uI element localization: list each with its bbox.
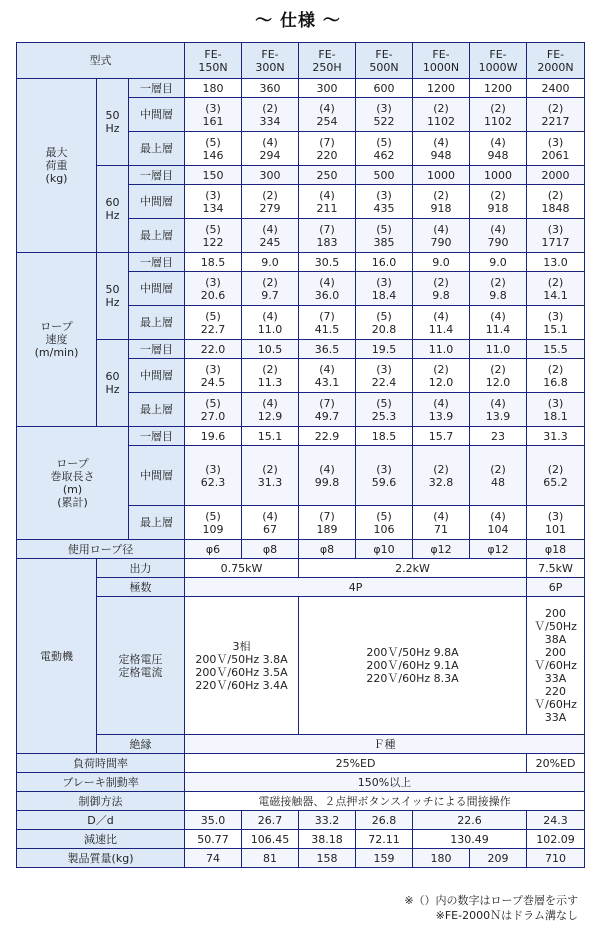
table-cell: (3) 59.6 xyxy=(356,446,413,506)
reduction-label: 減速比 xyxy=(17,830,185,849)
table-cell: 9.0 xyxy=(470,253,527,272)
rope-speed-label: ロープ 速度 (m/min) xyxy=(17,253,97,427)
table-cell: 11.0 xyxy=(413,340,470,359)
table-cell: (7) 41.5 xyxy=(299,306,356,340)
table-cell: 19.5 xyxy=(356,340,413,359)
table-cell: 2.2kW xyxy=(299,559,527,578)
model-fe2000n: FE- 2000N xyxy=(527,43,585,79)
floor-label: 一層目 xyxy=(129,253,185,272)
table-cell: (4) 71 xyxy=(413,506,470,540)
motor-label: 電動機 xyxy=(17,559,97,754)
table-cell: 7.5kW xyxy=(527,559,585,578)
table-cell: 74 xyxy=(185,849,242,868)
table-cell: 38.18 xyxy=(299,830,356,849)
table-cell: (2) 1102 xyxy=(470,98,527,132)
floor-label: 最上層 xyxy=(129,219,185,253)
table-cell: (3) 101 xyxy=(527,506,585,540)
footnote: ※FE-2000Ｎはドラム溝なし xyxy=(435,909,578,922)
table-cell: (2) 1848 xyxy=(527,185,585,219)
table-cell: (4) 245 xyxy=(242,219,299,253)
table-row xyxy=(17,735,585,754)
rope-diameter-label: 使用ロープ径 xyxy=(17,540,185,559)
table-cell: 200Ｖ/50Hz 9.8A 200Ｖ/60Hz 9.1A 220Ｖ/60Hz 8.3A xyxy=(299,597,527,735)
brake-label: ブレーキ制動率 xyxy=(17,773,185,792)
table-cell: (5) 146 xyxy=(185,132,242,166)
rated-voltage-current-label: 定格電圧 定格電流 xyxy=(97,597,185,735)
table-cell: (4) 211 xyxy=(299,185,356,219)
model-fe250h: FE- 250H xyxy=(299,43,356,79)
table-cell: (4) 13.9 xyxy=(470,393,527,427)
table-cell: (2) 31.3 xyxy=(242,446,299,506)
floor-label: 最上層 xyxy=(129,132,185,166)
table-row xyxy=(17,754,585,773)
table-cell: 3相 200Ｖ/50Hz 3.8A 200Ｖ/60Hz 3.5A 220Ｖ/60Hz 3.4A xyxy=(185,597,299,735)
table-row xyxy=(17,830,585,849)
table-cell: 電磁接触器、２点押ボタンスイッチによる間接操作 xyxy=(185,792,585,811)
table-cell: 9.0 xyxy=(242,253,299,272)
table-cell: 1200 xyxy=(413,79,470,98)
floor-label: 中間層 xyxy=(129,98,185,132)
table-cell: (2) 918 xyxy=(470,185,527,219)
table-cell: (2) 16.8 xyxy=(527,359,585,393)
table-cell: 36.5 xyxy=(299,340,356,359)
table-cell: 22.9 xyxy=(299,427,356,446)
table-cell: 1000 xyxy=(413,166,470,185)
table-cell: 130.49 xyxy=(413,830,527,849)
table-cell: 15.1 xyxy=(242,427,299,446)
table-cell: Ｆ種 xyxy=(185,735,585,754)
table-cell: 23 xyxy=(470,427,527,446)
table-row xyxy=(17,597,585,735)
table-cell: (3) 2061 xyxy=(527,132,585,166)
table-cell: (4) 13.9 xyxy=(413,393,470,427)
table-cell: 1200 xyxy=(470,79,527,98)
hz-label: 50 Hz xyxy=(97,79,129,166)
table-cell: φ18 xyxy=(527,540,585,559)
table-row xyxy=(17,166,585,185)
table-cell: (4) 99.8 xyxy=(299,446,356,506)
duty-label: 負荷時間率 xyxy=(17,754,185,773)
floor-label: 一層目 xyxy=(129,79,185,98)
table-cell: (2) 918 xyxy=(413,185,470,219)
floor-label: 一層目 xyxy=(129,427,185,446)
table-cell: (4) 11.0 xyxy=(242,306,299,340)
page-title: ～ 仕様 ～ xyxy=(255,11,341,31)
table-cell: (4) 67 xyxy=(242,506,299,540)
table-cell: 158 xyxy=(299,849,356,868)
table-cell: 25%ED xyxy=(185,754,527,773)
table-cell: 81 xyxy=(242,849,299,868)
table-cell: 102.09 xyxy=(527,830,585,849)
table-cell: 18.5 xyxy=(356,427,413,446)
table-cell: 4P xyxy=(185,578,527,597)
table-cell: (3) 22.4 xyxy=(356,359,413,393)
table-cell: 600 xyxy=(356,79,413,98)
table-cell: φ8 xyxy=(299,540,356,559)
floor-label: 中間層 xyxy=(129,272,185,306)
table-cell: 22.0 xyxy=(185,340,242,359)
table-cell: φ12 xyxy=(413,540,470,559)
mass-label: 製品質量(kg) xyxy=(17,849,185,868)
table-cell: 24.3 xyxy=(527,811,585,830)
table-cell: 72.11 xyxy=(356,830,413,849)
table-row xyxy=(17,253,585,272)
header-row xyxy=(17,43,585,79)
model-fe1000w: FE- 1000W xyxy=(470,43,527,79)
table-cell: 500 xyxy=(356,166,413,185)
poles-label: 極数 xyxy=(97,578,185,597)
table-cell: (2) 11.3 xyxy=(242,359,299,393)
table-cell: 2400 xyxy=(527,79,585,98)
table-cell: (4) 790 xyxy=(413,219,470,253)
table-cell: 250 xyxy=(299,166,356,185)
table-cell: (4) 790 xyxy=(470,219,527,253)
table-cell: (2) 9.8 xyxy=(470,272,527,306)
table-cell: 180 xyxy=(413,849,470,868)
table-cell: (4) 948 xyxy=(470,132,527,166)
table-cell: 15.7 xyxy=(413,427,470,446)
table-cell: 26.8 xyxy=(356,811,413,830)
model-fe150n: FE- 150N xyxy=(185,43,242,79)
table-cell: 710 xyxy=(527,849,585,868)
table-cell: 13.0 xyxy=(527,253,585,272)
table-row xyxy=(17,79,585,98)
table-cell: 159 xyxy=(356,849,413,868)
table-cell: (4) 11.4 xyxy=(413,306,470,340)
table-cell: 300 xyxy=(299,79,356,98)
floor-label: 中間層 xyxy=(129,446,185,506)
table-cell: 19.6 xyxy=(185,427,242,446)
max-load-label: 最大 荷重 (kg) xyxy=(17,79,97,253)
table-cell: (3) 134 xyxy=(185,185,242,219)
table-cell: (4) 12.9 xyxy=(242,393,299,427)
table-cell: (7) 189 xyxy=(299,506,356,540)
table-cell: (2) 1102 xyxy=(413,98,470,132)
table-cell: (3) 161 xyxy=(185,98,242,132)
table-cell: 300 xyxy=(242,166,299,185)
control-label: 制御方法 xyxy=(17,792,185,811)
table-cell: (4) 948 xyxy=(413,132,470,166)
table-cell: (4) 104 xyxy=(470,506,527,540)
table-cell: (2) 14.1 xyxy=(527,272,585,306)
hz-label: 50 Hz xyxy=(97,253,129,340)
table-cell: (4) 43.1 xyxy=(299,359,356,393)
table-cell: 15.5 xyxy=(527,340,585,359)
table-cell: (5) 122 xyxy=(185,219,242,253)
table-cell: (2) 2217 xyxy=(527,98,585,132)
table-cell: 16.0 xyxy=(356,253,413,272)
table-row xyxy=(17,559,585,578)
table-cell: 30.5 xyxy=(299,253,356,272)
table-cell: 2000 xyxy=(527,166,585,185)
table-cell: (3) 15.1 xyxy=(527,306,585,340)
table-cell: (2) 334 xyxy=(242,98,299,132)
floor-label: 最上層 xyxy=(129,306,185,340)
table-cell: (2) 65.2 xyxy=(527,446,585,506)
table-cell: (4) 11.4 xyxy=(470,306,527,340)
table-cell: (4) 294 xyxy=(242,132,299,166)
output-label: 出力 xyxy=(97,559,185,578)
floor-label: 一層目 xyxy=(129,166,185,185)
table-cell: 22.6 xyxy=(413,811,527,830)
table-cell: (5) 106 xyxy=(356,506,413,540)
table-cell: (5) 22.7 xyxy=(185,306,242,340)
table-cell: 6P xyxy=(527,578,585,597)
dd-label: D／d xyxy=(17,811,185,830)
table-cell: 180 xyxy=(185,79,242,98)
table-cell: 33.2 xyxy=(299,811,356,830)
footnote: ※（）内の数字はロープ巻層を示す xyxy=(404,894,578,907)
table-cell: 20%ED xyxy=(527,754,585,773)
table-cell: (4) 36.0 xyxy=(299,272,356,306)
table-cell: (3) 24.5 xyxy=(185,359,242,393)
hz-label: 60 Hz xyxy=(97,166,129,253)
table-cell: φ6 xyxy=(185,540,242,559)
spec-table xyxy=(16,42,585,868)
table-cell: (5) 462 xyxy=(356,132,413,166)
table-cell: (2) 12.0 xyxy=(413,359,470,393)
table-cell: 150%以上 xyxy=(185,773,585,792)
floor-label: 中間層 xyxy=(129,185,185,219)
table-cell: (2) 48 xyxy=(470,446,527,506)
model-fe1000n: FE- 1000N xyxy=(413,43,470,79)
table-row xyxy=(17,340,585,359)
table-cell: (3) 1717 xyxy=(527,219,585,253)
insulation-label: 絶縁 xyxy=(97,735,185,754)
model-header: 型式 xyxy=(17,43,185,79)
table-cell: (5) 109 xyxy=(185,506,242,540)
table-cell: (7) 49.7 xyxy=(299,393,356,427)
table-cell: 50.77 xyxy=(185,830,242,849)
table-cell: (2) 279 xyxy=(242,185,299,219)
table-row xyxy=(17,773,585,792)
table-cell: (5) 385 xyxy=(356,219,413,253)
table-row xyxy=(17,427,585,446)
floor-label: 中間層 xyxy=(129,359,185,393)
table-row xyxy=(17,849,585,868)
table-cell: 106.45 xyxy=(242,830,299,849)
table-cell: (3) 435 xyxy=(356,185,413,219)
table-cell: (2) 9.7 xyxy=(242,272,299,306)
table-cell: 35.0 xyxy=(185,811,242,830)
table-cell: (5) 20.8 xyxy=(356,306,413,340)
table-cell: (3) 522 xyxy=(356,98,413,132)
model-fe300n: FE- 300N xyxy=(242,43,299,79)
table-cell: (5) 27.0 xyxy=(185,393,242,427)
table-cell: (2) 32.8 xyxy=(413,446,470,506)
table-row xyxy=(17,578,585,597)
table-cell: (7) 183 xyxy=(299,219,356,253)
table-cell: 26.7 xyxy=(242,811,299,830)
footnotes xyxy=(404,893,578,923)
floor-label: 最上層 xyxy=(129,506,185,540)
table-cell: (3) 20.6 xyxy=(185,272,242,306)
table-cell: φ10 xyxy=(356,540,413,559)
table-cell: (5) 25.3 xyxy=(356,393,413,427)
table-cell: φ8 xyxy=(242,540,299,559)
table-cell: 10.5 xyxy=(242,340,299,359)
table-row xyxy=(17,811,585,830)
table-cell: φ12 xyxy=(470,540,527,559)
table-cell: (3) 62.3 xyxy=(185,446,242,506)
table-cell: 1000 xyxy=(470,166,527,185)
table-cell: 0.75kW xyxy=(185,559,299,578)
table-cell: (7) 220 xyxy=(299,132,356,166)
table-cell: 200 Ｖ/50Hz 38A 200 Ｖ/60Hz 33A 220 Ｖ/60Hz 33A xyxy=(527,597,585,735)
table-row xyxy=(17,792,585,811)
hz-label: 60 Hz xyxy=(97,340,129,427)
table-cell: 360 xyxy=(242,79,299,98)
table-row xyxy=(17,540,585,559)
table-cell: (2) 9.8 xyxy=(413,272,470,306)
table-cell: 9.0 xyxy=(413,253,470,272)
rope-length-label: ロープ 巻取長さ (m) (累計) xyxy=(17,427,129,540)
floor-label: 一層目 xyxy=(129,340,185,359)
table-cell: (3) 18.4 xyxy=(356,272,413,306)
model-fe500n: FE- 500N xyxy=(356,43,413,79)
floor-label: 最上層 xyxy=(129,393,185,427)
table-cell: 11.0 xyxy=(470,340,527,359)
table-cell: 209 xyxy=(470,849,527,868)
table-cell: (4) 254 xyxy=(299,98,356,132)
table-cell: 150 xyxy=(185,166,242,185)
table-cell: 31.3 xyxy=(527,427,585,446)
table-cell: (2) 12.0 xyxy=(470,359,527,393)
table-cell: (3) 18.1 xyxy=(527,393,585,427)
table-cell: 18.5 xyxy=(185,253,242,272)
